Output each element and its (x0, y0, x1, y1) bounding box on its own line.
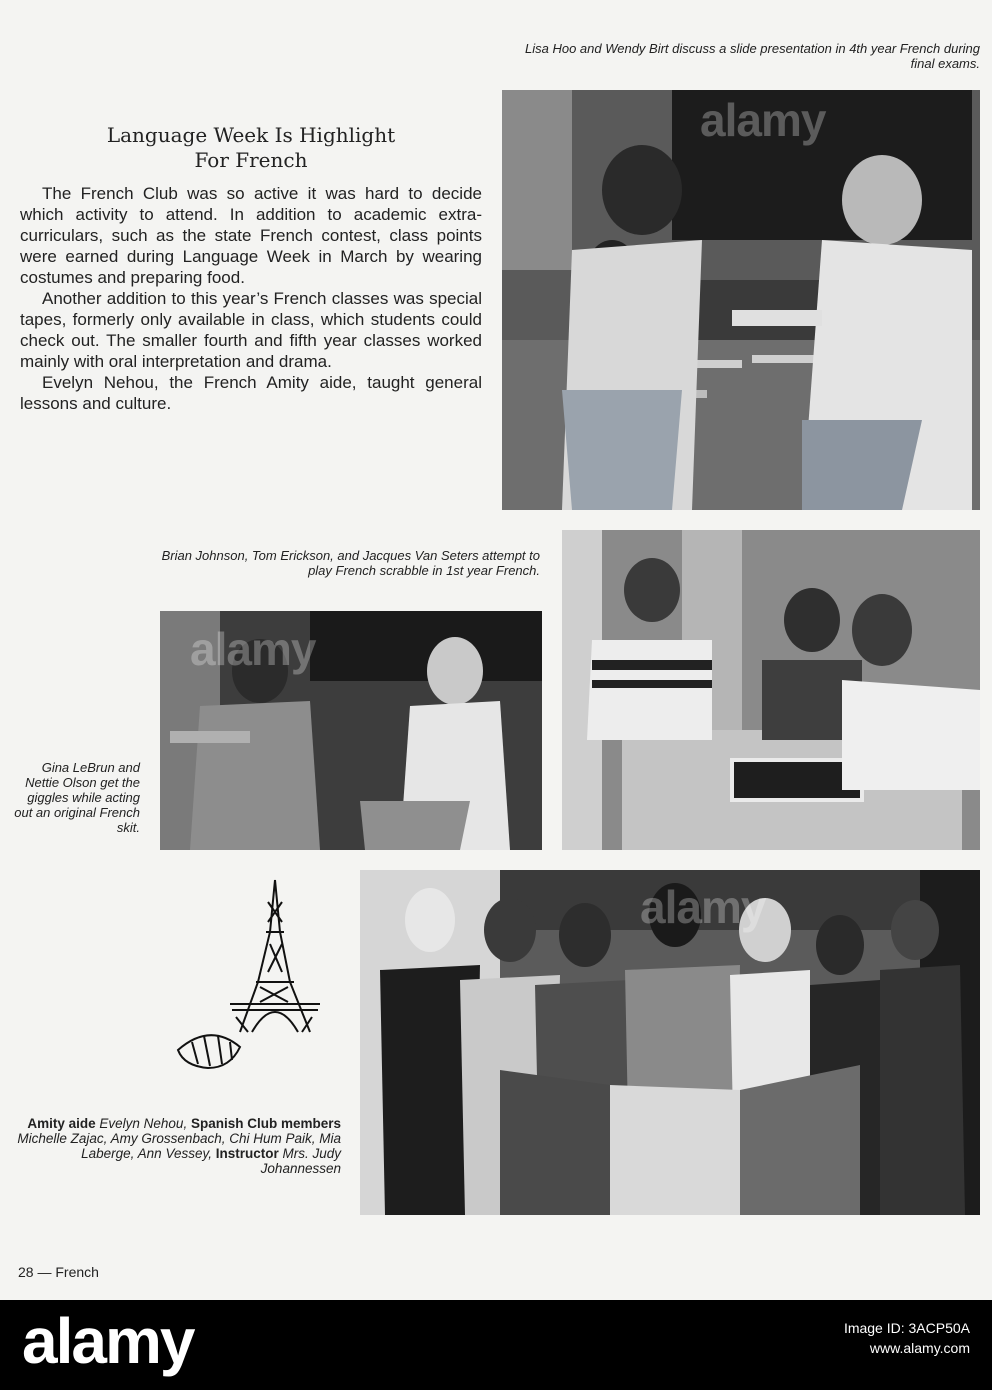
article-paragraph-1: The French Club was so active it was hard to decide which activity to attend. In addition to academic extra-curriculars, such as the state French contest, class points were earned during Language Week in March by wearing costumes and preparing food. (20, 184, 482, 287)
article-body (20, 183, 482, 414)
caption-label-spanish: Spanish Club members (190, 1116, 341, 1131)
caption-text-amity: Evelyn Nehou, (95, 1116, 191, 1131)
photo-french-scrabble (562, 530, 980, 850)
eiffel-tower-drawing (170, 872, 330, 1072)
article-paragraph-3: Evelyn Nehou, the French Amity aide, taught general lessons and culture. (20, 373, 482, 413)
photo-giggles-skit-image (160, 611, 542, 850)
stock-image-id: Image ID: 3ACP50A (843, 1320, 970, 1336)
caption-label-amity: Amity aide (27, 1116, 96, 1131)
caption-slide-presentation: Lisa Hoo and Wendy Birt discuss a slide presentation in 4th year French during final exams. (524, 41, 980, 71)
caption-giggles-skit: Gina LeBrun and Nettie Olson get the giggles while acting out an original French skit. (14, 760, 140, 835)
stock-info (844, 1318, 970, 1358)
headline-line-1: Language Week Is Highlight (106, 123, 396, 147)
stock-url: www.alamy.com (869, 1340, 970, 1356)
photo-slide-presentation-image (502, 90, 980, 510)
article-paragraph-2: Another addition to this year’s French classes was special tapes, formerly only available in class, which students could check out. The smaller fourth and fifth year classes worked mainly with oral interpretation and drama. (20, 289, 482, 371)
caption-label-instructor: Instructor (215, 1146, 279, 1161)
photo-french-scrabble-image (562, 530, 980, 850)
caption-text-members: Michelle Zajac, Amy Grossenbach, Chi Hum Paik, Mia Laberge, Ann Vessey, (17, 1131, 341, 1161)
page-folio: 28 — French (18, 1264, 99, 1280)
watermark-1: alamy (700, 94, 826, 146)
caption-text-instructor: Mrs. Judy Johannessen (260, 1146, 341, 1176)
stock-logo: alamy (22, 1305, 194, 1377)
watermark-2: alamy (190, 623, 316, 675)
headline-line-2: For French (194, 148, 308, 172)
caption-french-scrabble: Brian Johnson, Tom Erickson, and Jacques Van Seters attempt to play French scrabble in 1st year French. (161, 548, 540, 578)
caption-group-flag (8, 1116, 341, 1176)
photo-group-flag-image (360, 870, 980, 1215)
photo-slide-presentation (502, 90, 980, 510)
article-headline (20, 123, 482, 173)
photo-group-flag (360, 870, 980, 1215)
photo-giggles-skit (160, 611, 542, 850)
watermark-3: alamy (640, 881, 766, 933)
